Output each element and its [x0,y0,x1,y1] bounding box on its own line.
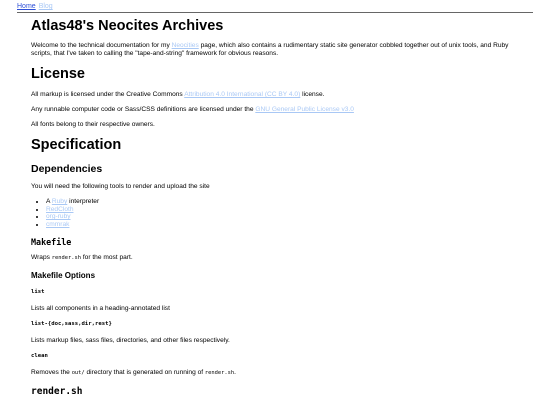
dependencies-list [31,198,511,228]
intro-paragraph [31,42,511,58]
render-sh-heading: render.sh [31,386,83,397]
code-license-paragraph [31,106,511,114]
makefile-paragraph [31,254,511,262]
option-list-description: Lists all components in a heading-annotated list [31,305,170,312]
option-listx-description: Lists markup files, sass files, directories, and other files respectively. [31,337,230,344]
cmmrak-link[interactable]: cmmrak [46,220,70,228]
option-list-label: list [31,289,45,295]
intro-text: Welcome to the technical documentation for my [31,42,172,49]
fonts-paragraph: All fonts belong to their respective owners. [31,121,155,128]
option-clean-description [31,369,511,377]
page-title: Atlas48's Neocites Archives [31,18,224,34]
dependencies-intro: You will need the following tools to render and upload the site [31,183,210,190]
org-ruby-link[interactable]: org-ruby [46,213,71,220]
list-item [46,221,511,229]
list-item [46,206,511,214]
out-dir-code: out/ [71,370,85,376]
list-item [46,198,511,206]
clean-text: Removes the [31,369,72,376]
dependencies-heading: Dependencies [31,163,103,175]
list-item [46,213,511,221]
render-sh-code: render.sh [51,255,81,261]
gpl-link[interactable]: GNU General Public License v3.0 [255,106,354,113]
top-nav [17,3,533,13]
license-heading: License [31,66,85,82]
cc-by-link[interactable]: Attribution 4.0 International (CC BY 4.0) [184,91,301,98]
license-paragraph [31,91,511,99]
main-content [31,15,511,406]
makefile-text: Wraps [31,254,52,261]
render-sh-code: render.sh [204,370,235,376]
nav-link-home[interactable]: Home [17,3,36,10]
specification-heading: Specification [31,137,122,153]
license-text: license. [300,91,325,98]
dep-text: interpreter [67,198,100,205]
neocities-link[interactable]: Neocities [171,42,199,49]
option-listx-label: list-{doc,sass,dir,rest} [31,321,112,327]
redcloth-link[interactable]: RedCloth [46,205,74,213]
nav-link-blog[interactable]: Blog [38,3,53,10]
option-clean-label: clean [31,353,48,359]
dep-text: A [46,198,52,205]
makefile-heading: Makefile [31,237,72,247]
code-license-text: Any runnable computer code or Sass/CSS definitions are licensed under the [31,106,256,113]
clean-text: directory that is generated on running of [84,369,205,376]
makefile-options-heading: Makefile Options [31,271,96,280]
intro-text: page, which also contains a rudimentary static site generator cobbled together out of unix tools, and Ruby scripts, that I've taken to calling the "tape-and-string" framework for obvious reasons. [31,42,509,57]
clean-text: . [234,369,236,376]
ruby-link[interactable]: Ruby [51,198,68,205]
license-text: All markup is licensed under the Creative Commons [31,91,185,98]
makefile-text: for the most part. [80,254,133,261]
